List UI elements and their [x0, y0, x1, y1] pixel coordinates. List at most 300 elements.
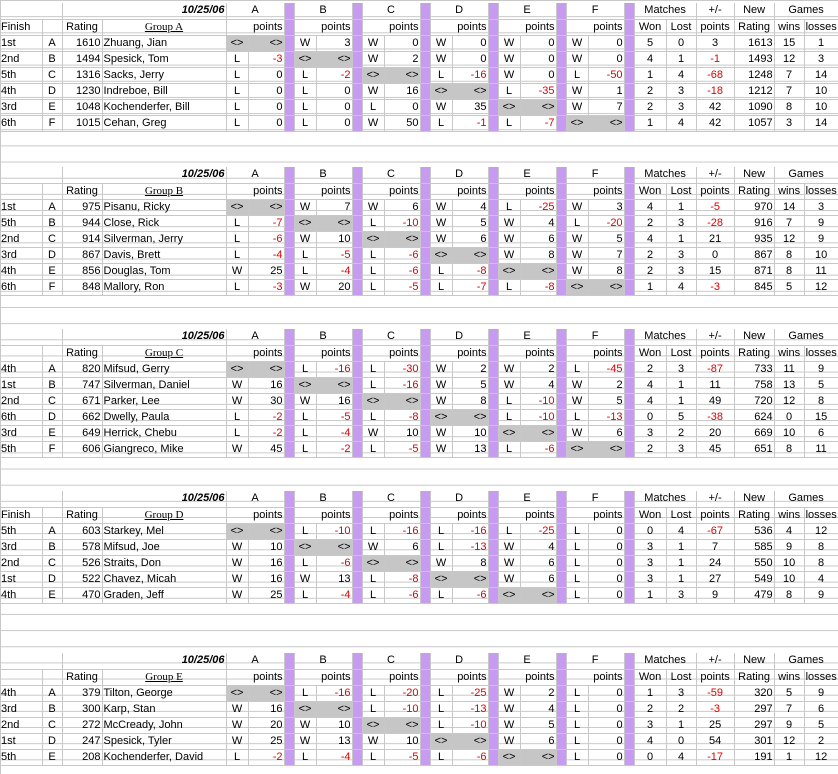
finish-place: 1st	[0, 377, 42, 393]
points-header: points	[498, 507, 556, 523]
match-points: <>	[316, 215, 352, 231]
finish-place: 4th	[0, 361, 42, 377]
finish-place: 4th	[0, 263, 42, 279]
column-divider	[488, 653, 498, 669]
matches-lost: 0	[666, 35, 696, 51]
group-name: Group E	[102, 669, 226, 685]
plusminus-points: -68	[696, 67, 734, 83]
games-losses: 5	[804, 377, 838, 393]
points-header: points	[430, 345, 488, 361]
player-row	[0, 279, 838, 295]
column-divider	[624, 441, 634, 457]
column-divider	[624, 409, 634, 425]
match-points: 5	[588, 393, 624, 409]
match-result: W	[294, 231, 316, 247]
column-divider	[420, 51, 430, 67]
match-points: 7	[588, 247, 624, 263]
column-divider	[352, 167, 362, 183]
match-result: W	[430, 393, 452, 409]
match-result: L	[430, 539, 452, 555]
group-date: 10/25/06	[62, 3, 226, 19]
player-row	[0, 99, 838, 115]
match-result: <>	[430, 733, 452, 749]
games-wins: 12	[774, 393, 804, 409]
player-row	[0, 539, 838, 555]
match-points: -6	[520, 441, 556, 457]
player-name: Kochenderfer, Bill	[102, 99, 226, 115]
match-result: W	[226, 701, 248, 717]
old-rating: 603	[62, 523, 102, 539]
column-divider	[352, 701, 362, 717]
column-divider	[352, 115, 362, 131]
match-result: L	[498, 83, 520, 99]
column-divider	[284, 361, 294, 377]
column-letter: A	[226, 329, 284, 345]
won-header: Won	[634, 669, 666, 685]
column-divider	[284, 571, 294, 587]
seed-letter: C	[42, 393, 62, 409]
match-result: W	[430, 199, 452, 215]
column-divider	[352, 393, 362, 409]
match-points: -10	[452, 717, 488, 733]
finish-place: 5th	[0, 67, 42, 83]
match-result: L	[294, 263, 316, 279]
match-points: 0	[588, 587, 624, 603]
points-header: points	[498, 19, 556, 35]
column-divider	[488, 183, 498, 199]
player-name: Karp, Stan	[102, 701, 226, 717]
match-points: <>	[384, 231, 420, 247]
column-divider	[556, 425, 566, 441]
column-divider	[352, 409, 362, 425]
matches-lost: 4	[666, 67, 696, 83]
match-points: -6	[384, 587, 420, 603]
seed-letter: A	[42, 685, 62, 701]
column-divider	[420, 231, 430, 247]
match-points: <>	[384, 67, 420, 83]
match-points: <>	[452, 571, 488, 587]
matches-won: 2	[634, 215, 666, 231]
player-row	[0, 717, 838, 733]
seed-letter: A	[42, 35, 62, 51]
finish-place: 1st	[0, 733, 42, 749]
points-header: points	[362, 183, 420, 199]
points-header: points	[294, 669, 352, 685]
group-date: 10/25/06	[62, 653, 226, 669]
plusminus-points: -87	[696, 361, 734, 377]
match-result: L	[566, 749, 588, 765]
lost-header: Lost	[666, 19, 696, 35]
player-name: Mifsud, Gerry	[102, 361, 226, 377]
games-wins: 9	[774, 717, 804, 733]
column-divider	[420, 733, 430, 749]
match-result: L	[566, 539, 588, 555]
player-name: Silverman, Jerry	[102, 231, 226, 247]
match-result: L	[226, 749, 248, 765]
group-date: 10/25/06	[62, 491, 226, 507]
match-result: W	[498, 571, 520, 587]
player-name: Silverman, Daniel	[102, 377, 226, 393]
column-divider	[420, 409, 430, 425]
match-points: <>	[452, 83, 488, 99]
player-name: Davis, Brett	[102, 247, 226, 263]
column-divider	[284, 329, 294, 345]
match-points: -10	[384, 701, 420, 717]
player-name: Douglas, Tom	[102, 263, 226, 279]
match-points: -16	[384, 377, 420, 393]
column-divider	[556, 571, 566, 587]
match-points: 8	[588, 263, 624, 279]
column-divider	[352, 279, 362, 295]
games-losses: 10	[804, 99, 838, 115]
match-points: <>	[316, 539, 352, 555]
column-divider	[624, 19, 634, 35]
column-divider	[352, 183, 362, 199]
match-points: <>	[520, 749, 556, 765]
match-result: L	[226, 67, 248, 83]
match-points: -2	[248, 425, 284, 441]
finish-place: 1st	[0, 199, 42, 215]
matches-won: 4	[634, 377, 666, 393]
match-points: 0	[588, 717, 624, 733]
old-rating: 856	[62, 263, 102, 279]
match-result: W	[498, 377, 520, 393]
match-result: L	[294, 409, 316, 425]
player-name: Mallory, Ron	[102, 279, 226, 295]
column-divider	[624, 749, 634, 765]
points-header: points	[226, 507, 284, 523]
old-rating: 300	[62, 701, 102, 717]
column-divider	[624, 523, 634, 539]
column-divider	[556, 329, 566, 345]
column-divider	[624, 263, 634, 279]
match-points: -6	[316, 555, 352, 571]
match-points: 10	[248, 539, 284, 555]
seed-letter: A	[42, 523, 62, 539]
seed-letter: E	[42, 263, 62, 279]
match-points: 8	[452, 555, 488, 571]
plusminus-points: 11	[696, 377, 734, 393]
matches-lost: 1	[666, 199, 696, 215]
match-points: <>	[248, 685, 284, 701]
finish-place: 2nd	[0, 393, 42, 409]
old-rating: 848	[62, 279, 102, 295]
match-result: <>	[566, 441, 588, 457]
points-header: points	[498, 183, 556, 199]
new-rating-header: Rating	[734, 345, 774, 361]
finish-place: 5th	[0, 215, 42, 231]
games-wins: 5	[774, 685, 804, 701]
games-losses: 8	[804, 555, 838, 571]
column-divider	[284, 733, 294, 749]
group-block	[0, 329, 838, 458]
match-result: W	[566, 247, 588, 263]
old-rating: 272	[62, 717, 102, 733]
finish-place: 6th	[0, 409, 42, 425]
plusminus-points: -67	[696, 523, 734, 539]
seed-letter: E	[42, 99, 62, 115]
match-result: W	[226, 539, 248, 555]
column-divider	[624, 555, 634, 571]
match-points: 25	[248, 263, 284, 279]
plusminus-points: -17	[696, 749, 734, 765]
pm-points-header: points	[696, 19, 734, 35]
match-points: <>	[248, 523, 284, 539]
match-points: <>	[588, 279, 624, 295]
column-letter: F	[566, 653, 624, 669]
match-result: W	[498, 685, 520, 701]
match-points: 16	[248, 377, 284, 393]
matches-won: 4	[634, 231, 666, 247]
column-divider	[556, 701, 566, 717]
column-divider	[420, 539, 430, 555]
matches-header: Matches	[634, 653, 696, 669]
column-divider	[284, 83, 294, 99]
matches-lost: 4	[666, 115, 696, 131]
finish-place: 4th	[0, 685, 42, 701]
matches-won: 2	[634, 361, 666, 377]
new-rating: 720	[734, 393, 774, 409]
column-divider	[352, 749, 362, 765]
column-divider	[420, 35, 430, 51]
column-divider	[352, 377, 362, 393]
column-letter: A	[226, 3, 284, 19]
column-letter: F	[566, 3, 624, 19]
column-letter: D	[430, 3, 488, 19]
player-name: Spesick, Tom	[102, 51, 226, 67]
pm-points-header: points	[696, 345, 734, 361]
column-divider	[352, 733, 362, 749]
column-divider	[284, 51, 294, 67]
new-rating-header: Rating	[734, 507, 774, 523]
match-points: <>	[452, 409, 488, 425]
column-divider	[352, 247, 362, 263]
match-points: <>	[248, 35, 284, 51]
games-wins: 10	[774, 425, 804, 441]
group-table	[0, 329, 838, 458]
new-header: New	[734, 167, 774, 183]
new-rating: 479	[734, 587, 774, 603]
lost-header: Lost	[666, 345, 696, 361]
games-losses: 3	[804, 51, 838, 67]
match-result: W	[294, 571, 316, 587]
games-wins: 8	[774, 99, 804, 115]
player-name: Parker, Lee	[102, 393, 226, 409]
column-letter: C	[362, 167, 420, 183]
seed-letter: C	[42, 555, 62, 571]
games-wins: 7	[774, 701, 804, 717]
column-divider	[624, 361, 634, 377]
column-divider	[284, 701, 294, 717]
match-result: L	[362, 749, 384, 765]
column-divider	[624, 215, 634, 231]
points-header: points	[566, 507, 624, 523]
player-row	[0, 733, 838, 749]
points-header: points	[498, 345, 556, 361]
column-divider	[488, 539, 498, 555]
old-rating: 578	[62, 539, 102, 555]
games-wins: 8	[774, 263, 804, 279]
column-divider	[488, 393, 498, 409]
match-points: <>	[452, 733, 488, 749]
column-divider	[556, 441, 566, 457]
match-points: -6	[248, 231, 284, 247]
column-divider	[556, 263, 566, 279]
column-letter: E	[498, 491, 556, 507]
match-points: -16	[316, 361, 352, 377]
new-rating: 651	[734, 441, 774, 457]
match-points: 7	[588, 99, 624, 115]
column-divider	[488, 701, 498, 717]
match-result: L	[294, 749, 316, 765]
column-letter: B	[294, 653, 352, 669]
player-row	[0, 83, 838, 99]
matches-header: Matches	[634, 167, 696, 183]
match-result: L	[362, 701, 384, 717]
match-points: 6	[588, 425, 624, 441]
match-result: L	[226, 231, 248, 247]
column-divider	[556, 539, 566, 555]
match-points: 5	[588, 231, 624, 247]
column-divider	[352, 99, 362, 115]
games-losses: 5	[804, 717, 838, 733]
wins-header: wins	[774, 19, 804, 35]
old-rating: 208	[62, 749, 102, 765]
group-name: Group C	[102, 345, 226, 361]
match-points: 0	[384, 35, 420, 51]
match-result: L	[362, 409, 384, 425]
new-rating: 845	[734, 279, 774, 295]
games-wins: 8	[774, 587, 804, 603]
player-row	[0, 441, 838, 457]
match-result: L	[226, 215, 248, 231]
match-result: L	[226, 247, 248, 263]
match-points: -10	[520, 393, 556, 409]
wins-header: wins	[774, 345, 804, 361]
match-result: W	[294, 393, 316, 409]
points-header: points	[362, 669, 420, 685]
match-points: 6	[520, 571, 556, 587]
match-points: 6	[384, 199, 420, 215]
match-result: W	[566, 425, 588, 441]
match-points: -16	[452, 67, 488, 83]
column-divider	[352, 263, 362, 279]
match-result: L	[294, 115, 316, 131]
match-points: -16	[316, 685, 352, 701]
games-losses: 9	[804, 685, 838, 701]
match-result: W	[362, 539, 384, 555]
matches-won: 1	[634, 115, 666, 131]
match-points: <>	[384, 555, 420, 571]
match-points: 4	[520, 215, 556, 231]
match-points: 0	[588, 749, 624, 765]
match-result: W	[430, 99, 452, 115]
match-points: -8	[384, 571, 420, 587]
column-divider	[284, 393, 294, 409]
match-result: <>	[226, 35, 248, 51]
column-divider	[556, 555, 566, 571]
column-divider	[420, 247, 430, 263]
match-result: L	[498, 115, 520, 131]
points-header: points	[294, 183, 352, 199]
won-header: Won	[634, 507, 666, 523]
column-divider	[284, 409, 294, 425]
column-divider	[420, 279, 430, 295]
match-points: -2	[316, 67, 352, 83]
finish-place: 2nd	[0, 717, 42, 733]
matches-lost: 4	[666, 279, 696, 295]
column-divider	[352, 571, 362, 587]
column-letter: E	[498, 329, 556, 345]
column-letter: B	[294, 167, 352, 183]
column-divider	[284, 35, 294, 51]
column-divider	[488, 199, 498, 215]
points-header: points	[362, 507, 420, 523]
plusminus-points: 21	[696, 231, 734, 247]
match-result: L	[362, 523, 384, 539]
match-result: W	[566, 83, 588, 99]
column-divider	[420, 653, 430, 669]
match-result: L	[294, 67, 316, 83]
new-rating: 1212	[734, 83, 774, 99]
match-result: <>	[226, 523, 248, 539]
column-letter: C	[362, 491, 420, 507]
match-result: <>	[226, 361, 248, 377]
column-divider	[420, 701, 430, 717]
points-header: points	[430, 19, 488, 35]
match-points: <>	[248, 361, 284, 377]
matches-won: 2	[634, 99, 666, 115]
group-table	[0, 653, 838, 766]
games-losses: 2	[804, 733, 838, 749]
old-rating: 1015	[62, 115, 102, 131]
match-points: -6	[384, 247, 420, 263]
group-table	[0, 167, 838, 296]
column-divider	[284, 377, 294, 393]
player-name: Graden, Jeff	[102, 587, 226, 603]
match-result: W	[566, 263, 588, 279]
plusminus-header: +/-	[696, 3, 734, 19]
games-losses: 9	[804, 215, 838, 231]
plusminus-points: 20	[696, 425, 734, 441]
finish-place: 2nd	[0, 51, 42, 67]
old-rating: 247	[62, 733, 102, 749]
match-points: <>	[384, 717, 420, 733]
plusminus-header: +/-	[696, 653, 734, 669]
match-result: L	[430, 717, 452, 733]
column-divider	[624, 393, 634, 409]
match-points: <>	[520, 99, 556, 115]
match-result: <>	[226, 685, 248, 701]
old-rating: 379	[62, 685, 102, 701]
match-result: W	[566, 231, 588, 247]
column-divider	[488, 99, 498, 115]
match-points: -50	[588, 67, 624, 83]
match-points: 0	[588, 35, 624, 51]
match-result: <>	[362, 231, 384, 247]
column-letter: F	[566, 491, 624, 507]
wins-header: wins	[774, 183, 804, 199]
player-row	[0, 51, 838, 67]
plusminus-points: -28	[696, 215, 734, 231]
match-points: 25	[248, 587, 284, 603]
matches-lost: 3	[666, 685, 696, 701]
seed-letter: E	[42, 425, 62, 441]
column-divider	[488, 733, 498, 749]
new-rating: 669	[734, 425, 774, 441]
match-points: 0	[588, 539, 624, 555]
matches-won: 4	[634, 51, 666, 67]
